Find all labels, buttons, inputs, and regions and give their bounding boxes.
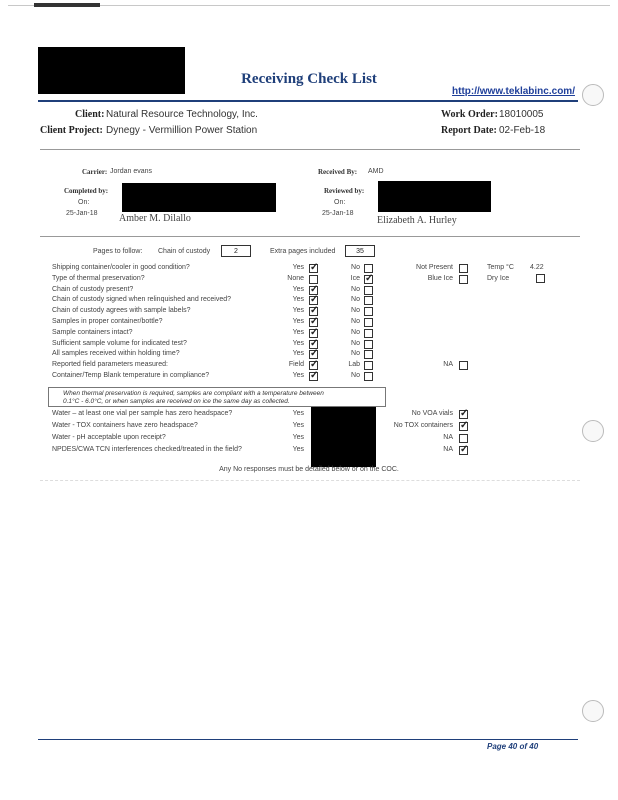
chain-of-custody-label: Chain of custody bbox=[158, 248, 211, 255]
answer-label: Yes bbox=[292, 264, 304, 271]
checklist-question: Sufficient sample volume for indicated test? bbox=[52, 340, 187, 347]
answer-label: No bbox=[351, 286, 360, 293]
client-project-value: Dynegy - Vermillion Power Station bbox=[106, 125, 258, 136]
answer-label: No bbox=[351, 296, 360, 303]
faint-divider bbox=[40, 480, 580, 482]
answer-checkbox[interactable] bbox=[459, 422, 468, 431]
answer-label: No bbox=[351, 329, 360, 336]
answer-label: Lab bbox=[348, 361, 360, 368]
answer-checkbox[interactable] bbox=[364, 340, 373, 349]
completed-name: Amber M. Dilallo bbox=[119, 213, 191, 224]
reviewed-by-label: Reviewed by: bbox=[324, 187, 365, 195]
checklist-question: Water - TOX containers have zero headspace? bbox=[52, 422, 198, 429]
answer-checkbox[interactable] bbox=[364, 372, 373, 381]
answer-checkbox[interactable] bbox=[309, 296, 318, 305]
completed-date: 25-Jan-18 bbox=[66, 210, 98, 217]
completed-on-label: On: bbox=[78, 199, 90, 206]
checklist-question: Sample containers intact? bbox=[52, 329, 133, 336]
checklist-question: Chain of custody agrees with sample labels? bbox=[52, 307, 191, 314]
answer-label: Yes bbox=[292, 329, 304, 336]
answer-label: Yes bbox=[292, 446, 304, 453]
punch-hole bbox=[582, 84, 604, 106]
redacted-block bbox=[311, 407, 376, 467]
extra-pages-count[interactable]: 35 bbox=[345, 245, 375, 257]
answer-label: Yes bbox=[292, 434, 304, 441]
answer-checkbox[interactable] bbox=[364, 307, 373, 316]
answer-label: NA bbox=[443, 446, 453, 453]
answer-checkbox[interactable] bbox=[309, 329, 318, 338]
answer-label: Field bbox=[288, 361, 304, 368]
header-rule bbox=[38, 100, 578, 102]
answer-label: Yes bbox=[292, 318, 304, 325]
checklist-question: Water – at least one vial per sample has zero headspace? bbox=[52, 410, 233, 417]
footer-note: Any No responses must be detailed below or on the COC. bbox=[219, 466, 399, 473]
answer-label: Ice bbox=[350, 275, 360, 282]
thermal-note bbox=[48, 387, 386, 407]
carrier-label: Carrier: bbox=[82, 168, 108, 176]
answer-label: NA bbox=[443, 434, 453, 441]
answer-checkbox[interactable] bbox=[364, 329, 373, 338]
report-date-label: Report Date: bbox=[441, 125, 497, 136]
answer-checkbox[interactable] bbox=[459, 446, 468, 455]
answer-checkbox[interactable] bbox=[309, 307, 318, 316]
answer-label: No bbox=[351, 340, 360, 347]
checklist-question: Reported field parameters measured: bbox=[52, 361, 168, 368]
reviewed-on-label: On: bbox=[334, 199, 346, 206]
answer-label: None bbox=[287, 275, 304, 282]
answer-checkbox[interactable] bbox=[364, 275, 373, 284]
answer-label: Yes bbox=[292, 296, 304, 303]
top-edge-tab bbox=[34, 3, 100, 7]
answer-checkbox[interactable] bbox=[459, 434, 468, 443]
extra-pages-label: Extra pages included bbox=[270, 248, 336, 255]
thermal-note-line1: When thermal preservation is required, samples are compliant with a temperature between bbox=[63, 390, 324, 397]
answer-checkbox[interactable] bbox=[364, 296, 373, 305]
client-project-label: Client Project: bbox=[40, 125, 103, 136]
temp-value: 4.22 bbox=[530, 264, 544, 271]
answer-checkbox[interactable] bbox=[364, 286, 373, 295]
client-value: Natural Resource Technology, Inc. bbox=[106, 109, 258, 120]
answer-label: Yes bbox=[292, 422, 304, 429]
answer-label: NA bbox=[443, 361, 453, 368]
answer-checkbox[interactable] bbox=[364, 350, 373, 359]
reviewed-date: 25-Jan-18 bbox=[322, 210, 354, 217]
answer-checkbox[interactable] bbox=[459, 361, 468, 370]
answer-checkbox[interactable] bbox=[459, 264, 468, 273]
answer-label: No bbox=[351, 318, 360, 325]
checklist-question: NPDES/CWA TCN interferences checked/treated in the field? bbox=[52, 446, 242, 453]
reviewed-name: Elizabeth A. Hurley bbox=[377, 215, 457, 226]
redacted-signature bbox=[378, 181, 491, 212]
answer-checkbox[interactable] bbox=[309, 318, 318, 327]
answer-checkbox[interactable] bbox=[309, 275, 318, 284]
received-by-label: Received By: bbox=[318, 168, 358, 176]
answer-label: Yes bbox=[292, 286, 304, 293]
answer-checkbox[interactable] bbox=[309, 264, 318, 273]
checklist-question: Chain of custody signed when relinquished and received? bbox=[52, 296, 232, 303]
answer-label: Yes bbox=[292, 340, 304, 347]
dry-ice-label: Dry Ice bbox=[487, 275, 510, 282]
checklist-question: All samples received within holding time? bbox=[52, 350, 180, 357]
website-link[interactable]: http://www.teklabinc.com/ bbox=[452, 86, 575, 97]
answer-label: No TOX containers bbox=[393, 422, 453, 429]
answer-checkbox[interactable] bbox=[309, 361, 318, 370]
footer-rule bbox=[38, 739, 578, 740]
received-by-value: AMD bbox=[368, 168, 384, 175]
work-order-value: 18010005 bbox=[499, 109, 544, 120]
answer-label: Yes bbox=[292, 307, 304, 314]
answer-label: Not Present bbox=[416, 264, 453, 271]
report-date-value: 02-Feb-18 bbox=[499, 125, 546, 136]
answer-label: No VOA vials bbox=[411, 410, 453, 417]
chain-of-custody-count[interactable]: 2 bbox=[221, 245, 251, 257]
checklist-question: Shipping container/cooler in good condition? bbox=[52, 264, 190, 271]
checklist-question: Container/Temp Blank temperature in compliance? bbox=[52, 372, 210, 379]
thermal-note-line2: 0.1°C - 6.0°C, or when samples are received on ice the same day as collected. bbox=[63, 398, 290, 405]
answer-label: Yes bbox=[292, 350, 304, 357]
pages-to-follow-label: Pages to follow: bbox=[93, 248, 143, 255]
answer-checkbox[interactable] bbox=[364, 264, 373, 273]
completed-by-label: Completed by: bbox=[64, 187, 109, 195]
section-divider bbox=[40, 149, 580, 150]
carrier-value: Jordan evans bbox=[110, 168, 153, 175]
answer-label: Yes bbox=[292, 410, 304, 417]
answer-checkbox[interactable] bbox=[364, 361, 373, 370]
page-number: Page 40 of 40 bbox=[487, 742, 539, 751]
punch-hole bbox=[582, 700, 604, 722]
work-order-label: Work Order: bbox=[441, 109, 498, 120]
answer-checkbox[interactable] bbox=[459, 410, 468, 419]
answer-checkbox[interactable] bbox=[309, 372, 318, 381]
checklist-question: Type of thermal preservation? bbox=[52, 275, 145, 282]
temp-label: Temp °C bbox=[487, 264, 514, 271]
answer-checkbox[interactable] bbox=[364, 318, 373, 327]
punch-hole bbox=[582, 420, 604, 442]
client-label: Client: bbox=[75, 109, 105, 120]
answer-label: No bbox=[351, 264, 360, 271]
answer-checkbox[interactable] bbox=[309, 350, 318, 359]
redacted-signature bbox=[122, 183, 276, 212]
checklist-question: Chain of custody present? bbox=[52, 286, 134, 293]
checklist-question: Samples in proper container/bottle? bbox=[52, 318, 163, 325]
answer-label: No bbox=[351, 350, 360, 357]
checklist-question: Water - pH acceptable upon receipt? bbox=[52, 434, 166, 441]
answer-label: Blue Ice bbox=[427, 275, 453, 282]
answer-label: No bbox=[351, 307, 360, 314]
section-divider bbox=[40, 236, 580, 237]
answer-label: No bbox=[351, 372, 360, 379]
dry-ice-checkbox[interactable] bbox=[536, 274, 545, 283]
answer-checkbox[interactable] bbox=[459, 275, 468, 284]
answer-label: Yes bbox=[292, 372, 304, 379]
page-title: Receiving Check List bbox=[241, 71, 377, 87]
